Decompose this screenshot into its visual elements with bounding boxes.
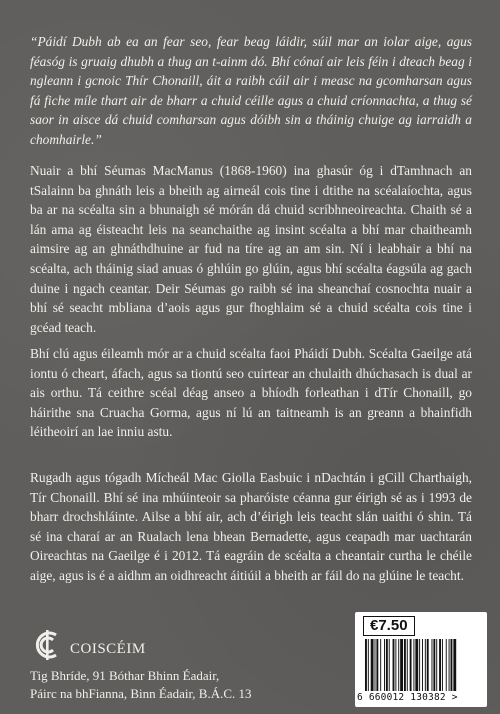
blurb-paragraph-3: Rugadh agus tógadh Mícheál Mac Giolla Easbuic i nDachtán i gCill Charthaigh, Tír Chonaill. Bhí sé ina mhúinteoir sa pharóiste céanna gur éirigh sé as i 1993 de bharr drochshláinte. Ailse a bhí air, ach d’éirigh leis teacht slán uaithi ó shin. Tá sé ina charaí ar an Rualach lena bhean Bernadette, agus ceapadh mar uachtarán Oireachtas na Gaeilge é i 2012. Tá eagráin de scéalta a cheantair curtha le chéile aige, agus is é a aidhm an oidhreacht áitiúil a bheith ar fáil do na glúine le teacht. (30, 470, 472, 583)
address-line-1: Tig Bhríde, 91 Bóthar Bhinn Éadair, (30, 668, 220, 683)
barcode-bar (451, 639, 453, 691)
barcode-bar (453, 639, 456, 691)
barcode-bar (427, 639, 429, 691)
publisher-block (30, 628, 330, 703)
barcode-bar (380, 639, 381, 691)
barcode-bar (398, 639, 399, 691)
barcode-bar (386, 639, 388, 691)
barcode-bar (371, 639, 374, 691)
barcode-bar (404, 639, 406, 691)
barcode-bar (365, 639, 367, 691)
barcode-bar (384, 639, 385, 691)
barcode-bar (439, 639, 441, 691)
barcode-bar (395, 639, 396, 691)
barcode-bar (436, 639, 437, 691)
barcode-bars (365, 639, 477, 691)
barcode-bar (432, 639, 433, 691)
barcode-bar (446, 639, 447, 691)
barcode-bar (376, 639, 378, 691)
price-tag: €7.50 (363, 616, 415, 636)
blurb-paragraph-1: Nuair a bhí Séumas MacManus (1868-1960) ina ghasúr óg i dTamhnach an tSalainn ba ghnáth leis a bheith ag airneál cois tine i dtithe na scéalaíochta, agus ba ar na scéalta sin a bhunaigh sé mórán dá chuid scríbhneoireachta. Chaith sé a lán ama ag éisteacht leis na seanchaithe ag insint scéalta a bhí mar chaitheamh aimsire ag an ghnáthdhuine ar fud na tíre ag an am sin. Ní i leabhair a bhí na scéalta, ach tháinig siad anuas ó ghlúin go glúin, agus bhí scéalta éagsúla ag gach duine i ngach ceantar. Deir Séumas go raibh sé ina sheanchaí cosnochta nuair a bhí sé seacht mbliana d’aois agus gur fhoghlaim sé a chuid scéalta cois tine i gcéad teach. (30, 163, 472, 335)
barcode-bar (413, 639, 414, 691)
barcode-bar (419, 639, 420, 691)
barcode-bar (433, 639, 435, 691)
barcode-bar (442, 639, 443, 691)
blurb-paragraph-2: Bhí clú agus éileamh mór ar a chuid scéalta faoi Pháidí Dubh. Scéalta Gaeilge atá iontu ó cheart, áfach, agus sa tiontú seo cuirtear an chulaith dhúchasach is dual ar ais orthu. Tá ceithre scéal déag anseo a bhíodh forleathan i dTír Chonaill, go háirithe sna Cruacha Gorma, agus ní lú an taitneamh is an greann a bhainfidh léitheoirí an lae inniu astu. (30, 346, 472, 440)
barcode-bar (400, 639, 403, 691)
address-line-2: Páirc na bhFianna, Binn Éadair, B.Á.C. 13 (30, 686, 252, 701)
barcode-label (355, 612, 487, 707)
barcode-bar (449, 639, 450, 691)
barcode-bar (415, 639, 418, 691)
barcode-bar (375, 639, 376, 691)
publisher-name: COISCÉIM (70, 640, 146, 657)
barcode-bar (422, 639, 423, 691)
publisher-logo-row (30, 628, 330, 662)
barcode-bar (410, 639, 412, 691)
barcode-bar (407, 639, 408, 691)
barcode-bar (393, 639, 395, 691)
barcode-digits: 6 660012 130382 > (357, 692, 458, 703)
barcode-bar (389, 639, 390, 691)
barcode-bar (425, 639, 426, 691)
barcode-bar (368, 639, 369, 691)
coisceim-logo-icon (30, 628, 64, 662)
publisher-address (30, 667, 330, 703)
blurb-quote: “Páidí Dubh ab ea an fear seo, fear beag láidir, súil mar an iolar aige, agus féasóg is gruaig dhubh a thug an t-ainm dó. Bhí cónaí air leis féin i dteach beag i ngleann i gcnoic Thír Chonaill, áit a raibh cáil air i measc na gcomharsan agus fá fiche míle thart air de bharr a chuid céille agus a chuid críonnachta, a thug sé saor in aisce dá chuid comharsan agus dóibh sin a tháinig chuige ag iarraidh a chomhairle.” (30, 34, 472, 147)
